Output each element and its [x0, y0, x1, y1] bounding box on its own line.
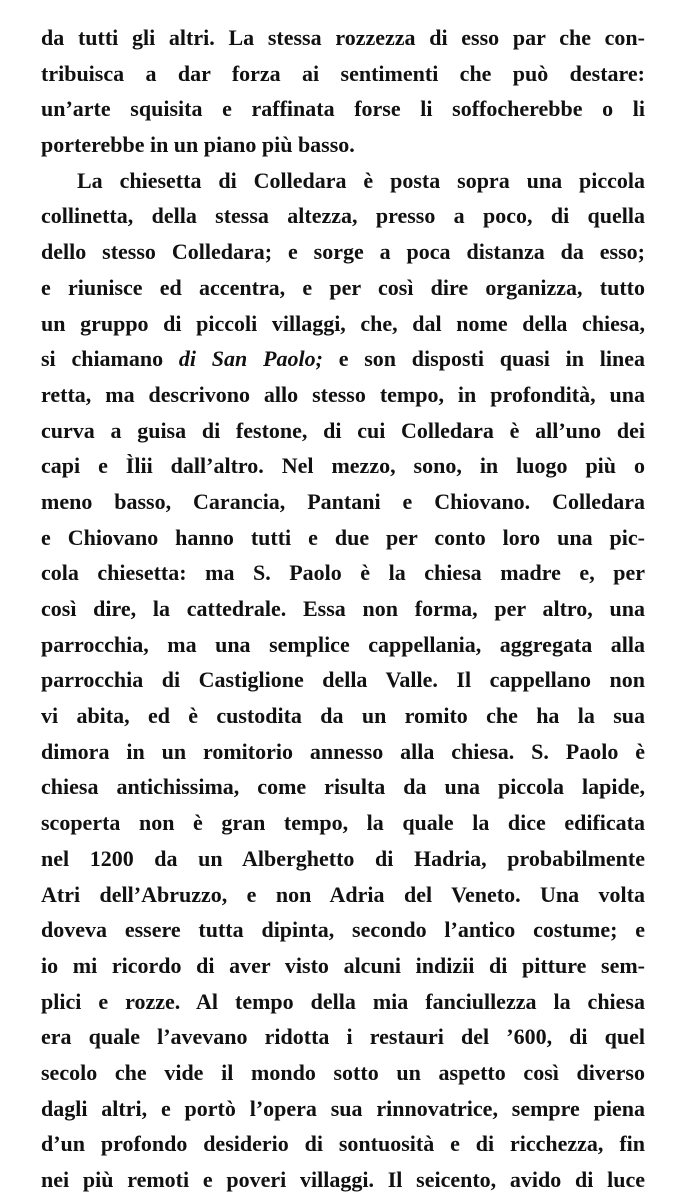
- text-line: [41, 484, 645, 520]
- text-span: e son disposti quasi in linea: [322, 346, 645, 372]
- text-line: [41, 1019, 645, 1055]
- text-line: [41, 234, 645, 270]
- text-line: [41, 448, 645, 484]
- text-line-content: parrocchia di Castiglione della Valle. Il cappellano non: [41, 667, 645, 693]
- text-line: [41, 413, 645, 449]
- text-line-content: e Chiovano hanno tutti e due per conto loro una pic-: [41, 524, 645, 550]
- text-line: [41, 627, 645, 663]
- text-line-content: retta, ma descrivono allo stesso tempo, in profondità, una: [41, 381, 645, 407]
- text-line-content: meno basso, Carancia, Pantani e Chiovano. Colledara: [41, 488, 645, 514]
- text-line-content: così dire, la cattedrale. Essa non forma, per altro, una: [41, 596, 645, 621]
- text-line: [41, 877, 645, 913]
- text-line-content: collinetta, della stessa altezza, presso a poco, di quella: [41, 203, 645, 229]
- text-line-content: secolo che vide il mondo sotto un aspetto così diverso: [41, 1059, 645, 1085]
- text-line-content: era quale l’avevano ridotta i restauri del ’600, di quel: [41, 1024, 645, 1050]
- text-line: [41, 306, 645, 342]
- text-line: [41, 948, 645, 984]
- text-line-content: Atri dell’Abruzzo, e non Adria del Veneto. Una volta: [41, 881, 645, 907]
- text-line: [41, 734, 645, 770]
- text-line: [41, 56, 645, 92]
- text-line-content: dimora in un romitorio annesso alla chiesa. S. Paolo è: [41, 738, 645, 764]
- text-line: [41, 841, 645, 877]
- text-line-content: parrocchia, ma una semplice cappellania, aggregata alla: [41, 631, 645, 657]
- text-line-content: dello stesso Colledara; e sorge a poca distanza da esso;: [41, 239, 645, 265]
- text-line-content: d’un profondo desiderio di sontuosità e di ricchezza, fin: [41, 1131, 645, 1157]
- text-line-content: capi e Ìlii dall’altro. Nel mezzo, sono, in luogo più o: [41, 453, 645, 479]
- text-line-content: plici e rozze. Al tempo della mia fanciullezza la chiesa: [41, 988, 645, 1014]
- text-line: [41, 698, 645, 734]
- text-line-content: nel 1200 da un Alberghetto di Hadria, probabilmente: [41, 845, 645, 871]
- text-line-content: scoperta non è gran tempo, la quale la dice edificata: [41, 810, 645, 836]
- text-line: [41, 20, 645, 56]
- text-line: [41, 805, 645, 841]
- text-line: [41, 91, 645, 127]
- text-line-content: doveva essere tutta dipinta, secondo l’antico costume; e: [41, 917, 645, 943]
- text-line: [41, 912, 645, 948]
- text-line-content: un gruppo di piccoli villaggi, che, dal nome della chiesa,: [41, 310, 645, 336]
- text-line: [41, 1126, 645, 1162]
- text-line-content: chiesa antichissima, come risulta da una piccola lapide,: [41, 774, 645, 800]
- text-line-content: da tutti gli altri. La stessa rozzezza di esso par che con-: [41, 25, 645, 50]
- text-line: [41, 377, 645, 413]
- text-line: [41, 1091, 645, 1127]
- text-line-content: porterebbe in un piano più basso.: [41, 132, 355, 158]
- text-line-content: [41, 341, 645, 377]
- text-line-content: vi abita, ed è custodita da un romito che ha la sua: [41, 703, 645, 729]
- text-line: [41, 520, 645, 556]
- text-line-content: dagli altri, e portò l’opera sua rinnovatrice, sempre piena: [41, 1095, 645, 1121]
- text-line: [41, 555, 645, 591]
- text-line-content: un’arte squisita e raffinata forse li soffocherebbe o li: [41, 96, 645, 122]
- text-line: [41, 163, 645, 199]
- text-line: [41, 1162, 645, 1198]
- text-line: [41, 591, 645, 627]
- text-line-content: La chiesetta di Colledara è posta sopra una piccola: [77, 167, 645, 193]
- text-line: [41, 662, 645, 698]
- text-line-content: curva a guisa di festone, di cui Colledara è all’uno dei: [41, 417, 645, 443]
- text-line-content: e riunisce ed accentra, e per così dire organizza, tutto: [41, 274, 645, 300]
- text-line: [41, 270, 645, 306]
- text-line-content: io mi ricordo di aver visto alcuni indizii di pitture sem-: [41, 952, 645, 978]
- text-span: si chiamano: [41, 346, 179, 372]
- text-line-content: nei più remoti e poveri villaggi. Il seicento, avido di luce: [41, 1167, 645, 1192]
- text-line: [41, 769, 645, 805]
- text-line: [41, 341, 645, 377]
- page-text: [41, 20, 645, 1198]
- text-line-content: tribuisca a dar forza ai sentimenti che può destare:: [41, 60, 645, 86]
- text-line: [41, 127, 645, 163]
- italic-place-name: di San Paolo;: [178, 346, 323, 372]
- text-line: [41, 1055, 645, 1091]
- text-line-content: cola chiesetta: ma S. Paolo è la chiesa madre e, per: [41, 560, 645, 586]
- text-line: [41, 198, 645, 234]
- text-line: [41, 984, 645, 1020]
